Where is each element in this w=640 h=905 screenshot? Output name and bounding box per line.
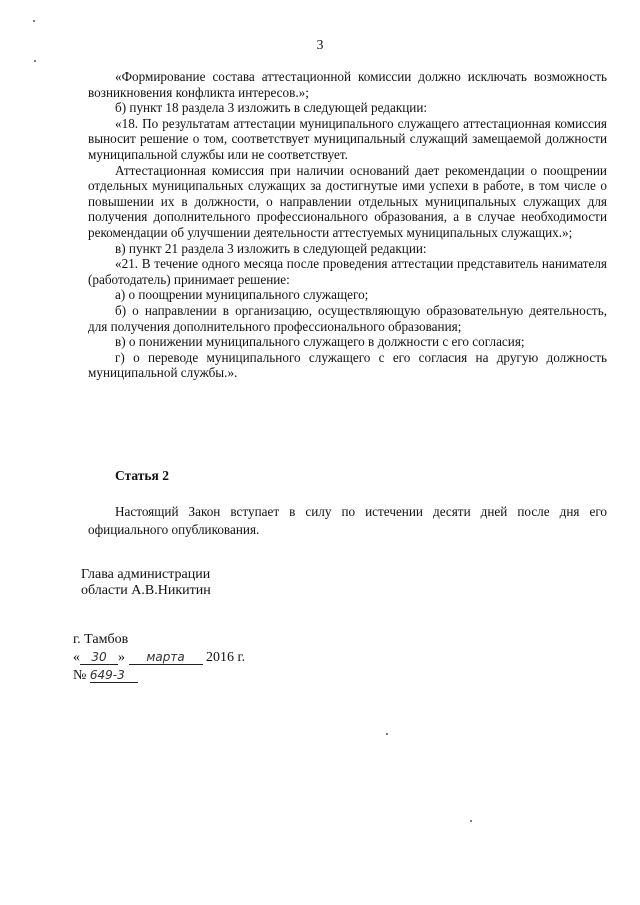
date-day: 30 <box>80 650 118 665</box>
signature-title: Глава администрации <box>81 567 211 582</box>
paragraph: б) о направлении в организацию, осуществляющую образовательную деятельность, для получения дополнительного профессионального образования; <box>88 302 607 334</box>
date-close-quote: » <box>118 650 125 665</box>
signature-name: области А.В.Никитин <box>81 583 211 598</box>
paragraph: «18. По результатам аттестации муниципального служащего аттестационная комиссия выносит решение о том, соответствует муниципальный служащий замещаемой должности муниципальной службы или не соответствует. <box>88 115 607 162</box>
law-text: Настоящий Закон вступает в силу по истечении десяти дней после дня его официального опубликования. <box>88 504 607 537</box>
date-year: 2016 г. <box>206 650 246 665</box>
law-text-block <box>88 503 607 539</box>
paragraph: а) о поощрении муниципального служащего; <box>115 287 369 303</box>
paragraph: в) о понижении муниципального служащего в должности с его согласия; <box>115 334 525 350</box>
paragraph: «21. В течение одного месяца после проведения аттестации представитель нанимателя (работодатель) принимает решение: <box>88 256 607 287</box>
paragraph: в) пункт 21 раздела 3 изложить в следующей редакции: <box>115 240 427 256</box>
law-number <box>73 668 138 684</box>
paragraph: г) о переводе муниципального служащего с его согласия на другую должность муниципальной службы.». <box>88 349 607 381</box>
signature-block <box>81 567 211 599</box>
number-sign: № <box>73 668 87 683</box>
scan-speck <box>470 820 472 822</box>
paragraph: б) пункт 18 раздела 3 изложить в следующей редакции: <box>115 100 428 116</box>
scan-speck <box>34 60 36 62</box>
article-heading: Статья 2 <box>115 468 169 483</box>
date-month: марта <box>129 650 203 665</box>
scan-speck <box>386 733 388 735</box>
scan-speck <box>33 20 35 22</box>
amendment-text <box>88 69 607 381</box>
date-open-quote: « <box>73 650 80 665</box>
paragraph: Аттестационная комиссия при наличии оснований дает рекомендации о поощрении отдельных муниципальных служащих за достигнутые ими успехи в работе, в том числе о повышении их в должности, о направлении отдельных муниципальных служащих для получения дополнительного профессионального образования, а в случае необходимости рекомендации об улучшении деятельности аттестуемых муниципальных служащих.»; <box>88 162 607 240</box>
number-value: 649-3 <box>90 668 138 683</box>
paragraph: «Формирование состава аттестационной комиссии должно исключать возможность возникновения конфликта интересов.»; <box>88 69 607 100</box>
page-number: 3 <box>316 38 324 53</box>
place-of-signing: г. Тамбов <box>73 632 129 647</box>
signing-date <box>73 650 245 666</box>
